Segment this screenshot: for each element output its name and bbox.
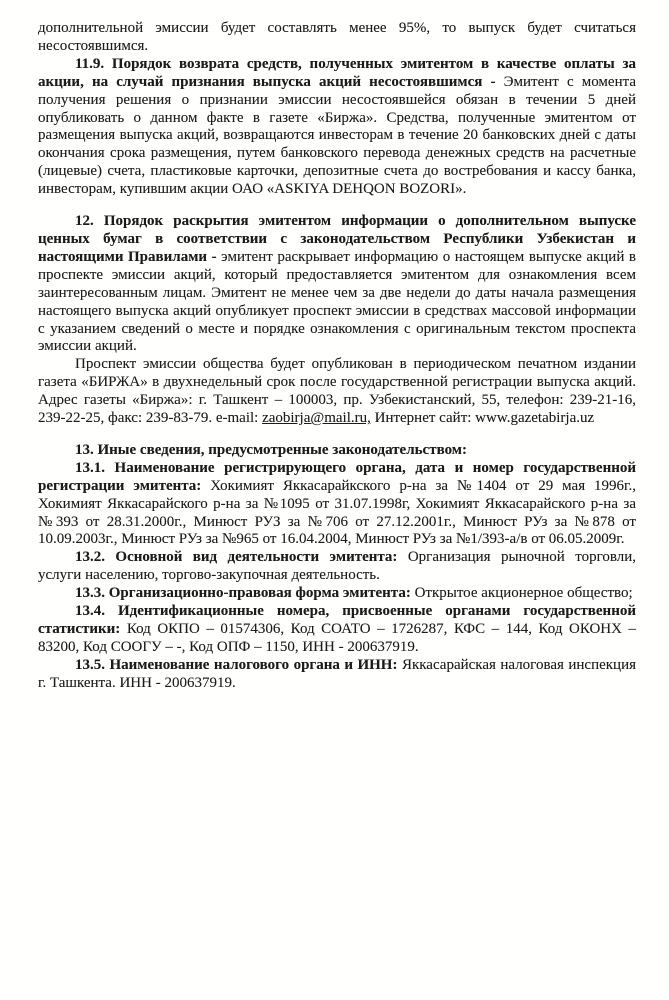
text-segment: 11.9. Порядок возврата средств, полученных эмитентом в качестве оплаты за акции, на случай признания выпуска акций несостоявшимся -: [38, 55, 636, 90]
text-segment: 13.4. Идентификационные номера, присвоенные органами государственной статистики:: [38, 603, 636, 637]
paragraph-13-5: [38, 657, 636, 693]
paragraph-13-heading: [38, 442, 636, 460]
text-segment: 12. Порядок раскрытия эмитентом информации о дополнительном выпуске ценных бумаг в соответствии с законодательством Республики Узбекистан и настоящими Правилами -: [38, 213, 636, 265]
document-content: [38, 20, 636, 693]
paragraph-13-2: [38, 549, 636, 585]
paragraph-13-3: [38, 585, 636, 603]
text-segment: Интернет сайт: www.gazetabirja.uz: [370, 410, 595, 427]
text-segment: дополнительной эмиссии будет составлять менее 95%, то выпуск будет считаться несостоявшимся.: [38, 20, 636, 54]
text-segment: Код ОКПО – 01574306, Код СОАТО – 1726287, КФС – 144, Код ОКОНХ – 83200, Код СООГУ – -, Код ОПФ – 1150, ИНН - 200637919.: [38, 621, 636, 655]
text-segment: Организация рыночной торговли, услуги населению, торгово-закупочная деятельность.: [38, 549, 636, 584]
text-segment: Яккасарайская налоговая инспекция г. Ташкента. ИНН - 200637919.: [38, 656, 637, 691]
paragraph-13-1: [38, 460, 636, 550]
text-segment: Открытое акционерное общество;: [414, 585, 633, 602]
text-segment: Хокимият Яккасарайкского р-на за №1404 от 29 мая 1996г., Хокимият Яккасарайского р-на за №1095 от 31.07.1998г, Хокимият Яккасарайского р-на за №393 от 28.31.2000г., Минюст РУЗ за №706 от 27.12.2001г., Минюст РУз за №878 от 10.09.2003г., Минюст РУз за №965 от 16.04.2004, Минюст РУз за №1/393-а/в от 06.05.2009г.: [38, 477, 636, 548]
text-segment: эмитент раскрывает информацию о настоящем выпуске акций в проспекте эмиссии акций, который предоставляется эмитентом для ознакомления всем заинтересованным лицам. Эмитент не менее чем за две недели до даты начала размещения настоящего выпуска акций опубликует проспект эмиссии в средствах массовой информации с указанием сведений о месте и порядке ознакомления с оригинальным текстом проспекта эмиссии акций.: [38, 248, 636, 355]
text-segment: Эмитент с момента получения решения о признании эмиссии несостоявшейся обязан в течении 5 дней опубликовать о данном факте в газете «Биржа». Средства, полученные эмитентом от размещения выпуска акций, возвращаются инвесторам в течение 20 банковских дней с даты окончания срока размещения, путем банковского перевода денежных средств на расчетные (лицевые) счета, пластиковые карточки, депозитные счета до востребования и кассу банка, инвесторам, купившим акции ОАО «ASKIYA DEHQON BOZORI».: [38, 73, 636, 198]
paragraph-12: [38, 213, 636, 356]
text-segment: 13.3. Организационно-правовая форма эмитента:: [75, 585, 415, 602]
text-segment: 13. Иные сведения, предусмотренные законодательством:: [75, 441, 468, 458]
paragraph-continuation: [38, 20, 636, 56]
text-segment: Проспект эмиссии общества будет опубликован в периодическом печатном издании газета «БИРЖА» в двухнедельный срок после государственной регистрации выпуска акций. Адрес газеты «Биржа»: г. Ташкент – 100003, пр. Узбекистанский, 55, телефон: 239-21-16, 239-22-25, факс: 239-83-79. e-mail:: [38, 356, 636, 427]
text-segment: 13.5. Наименование налогового органа и ИНН:: [75, 656, 402, 673]
paragraph-prospekt-publication: [38, 356, 636, 428]
text-segment: 13.2. Основной вид деятельности эмитента:: [75, 549, 408, 566]
paragraph-11-9: [38, 56, 636, 199]
text-segment: 13.1. Наименование регистрирующего органа, дата и номер государственной регистрации эмитента:: [38, 459, 636, 494]
paragraphs-container: [38, 20, 636, 693]
paragraph-13-4: [38, 603, 636, 657]
email-text: zaobirja@mail.ru,: [262, 410, 371, 427]
